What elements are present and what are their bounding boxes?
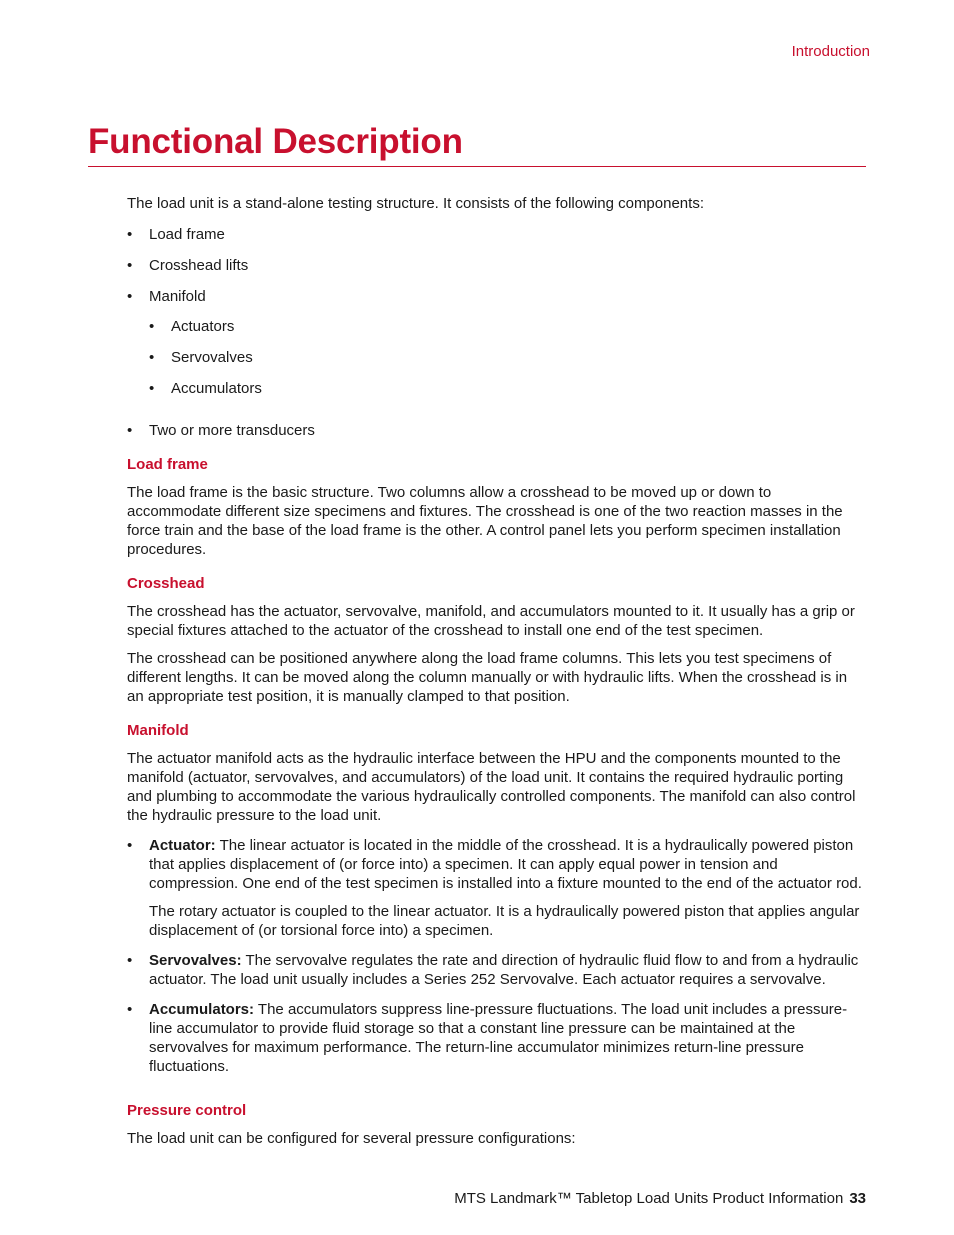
sublist-item: • Actuators [149,317,867,336]
actuator-description [149,836,867,893]
running-header: Introduction [791,43,870,60]
section-heading-pressure-control: Pressure control [127,1102,247,1119]
body-content [127,194,867,1148]
section-heading-crosshead: Crosshead [127,575,205,592]
list-item [127,287,867,398]
list-item: • Crosshead lifts [127,256,867,275]
page-number: 33 [849,1190,866,1207]
manifold-detail-list [127,836,867,1076]
running-footer [454,1190,866,1207]
manifold-paragraph: The actuator manifold acts as the hydraulic interface between the HPU and the components mounted to the manifold (actuator, servovalves, and accumulators) of the load unit. It contains the required hydraulic porting and plumbing to accommodate the various hydraulically controlled components. The manifold can also control the hydraulic pressure to the load unit. [127,750,856,824]
actuator-text: The linear actuator is located in the middle of the crosshead. It is a hydraulically powered piston that applies displacement of (or force into) a specimen. It can apply equal power in tension and compression. One end of the test specimen is installed into a fixture mounted to the end of the actuator rod. [149,837,862,892]
title-rule [88,166,866,167]
list-item-servovalves [127,951,867,989]
accumulators-term: Accumulators: [149,1001,255,1018]
servovalves-text: The servovalve regulates the rate and direction of hydraulic fluid flow to and from a hydraulic actuator. The load unit usually includes a Series 252 Servovalve. Each actuator requires a servovalve. [149,952,859,988]
actuator-continuation: The rotary actuator is coupled to the linear actuator. It is a hydraulically powered piston that applies angular displacement of (or torsional force into) a specimen. [149,903,860,939]
crosshead-paragraph-2: The crosshead can be positioned anywhere along the load frame columns. This lets you test specimens of different lengths. It can be moved along the column manually or with hydraulic lifts. When the crosshead is in an appropriate test position, it is manually clamped to that position. [127,650,848,705]
crosshead-paragraph-1: The crosshead has the actuator, servovalve, manifold, and accumulators mounted to it. It usually has a grip or special fixtures attached to the actuator of the crosshead to install one end of the test specimen. [127,603,855,639]
list-item-accumulators [127,1000,867,1076]
page-title: Functional Description [88,122,463,161]
pressure-control-paragraph: The load unit can be configured for several pressure configurations: [127,1130,576,1147]
list-item-label: Manifold [149,288,206,305]
list-item-actuator [127,836,867,940]
footer-document-title: MTS Landmark™ Tabletop Load Units Product Information [454,1190,844,1207]
section-heading-manifold: Manifold [127,722,189,739]
component-list [127,225,867,440]
servovalves-term: Servovalves: [149,952,242,969]
sublist-item: • Accumulators [149,379,867,398]
actuator-term: Actuator: [149,837,216,854]
accumulators-text: The accumulators suppress line-pressure fluctuations. The load unit includes a pressure-line accumulator to provide fluid storage so that a constant line pressure can be maintained at the servovalves for maximum performance. The return-line accumulator minimizes return-line pressure fluctuations. [149,1001,848,1075]
load-frame-paragraph: The load frame is the basic structure. Two columns allow a crosshead to be moved up or down to accommodate different size specimens and fixtures. The crosshead is one of the two reaction masses in the force train and the base of the load frame is the other. A control panel lets you perform specimen installation procedures. [127,484,843,558]
list-item: • Load frame [127,225,867,244]
intro-paragraph: The load unit is a stand-alone testing structure. It consists of the following components: [127,195,704,212]
list-item: • Two or more transducers [127,421,867,440]
section-heading-load-frame: Load frame [127,456,208,473]
sublist-item: • Servovalves [149,348,867,367]
manifold-sublist [149,317,867,398]
